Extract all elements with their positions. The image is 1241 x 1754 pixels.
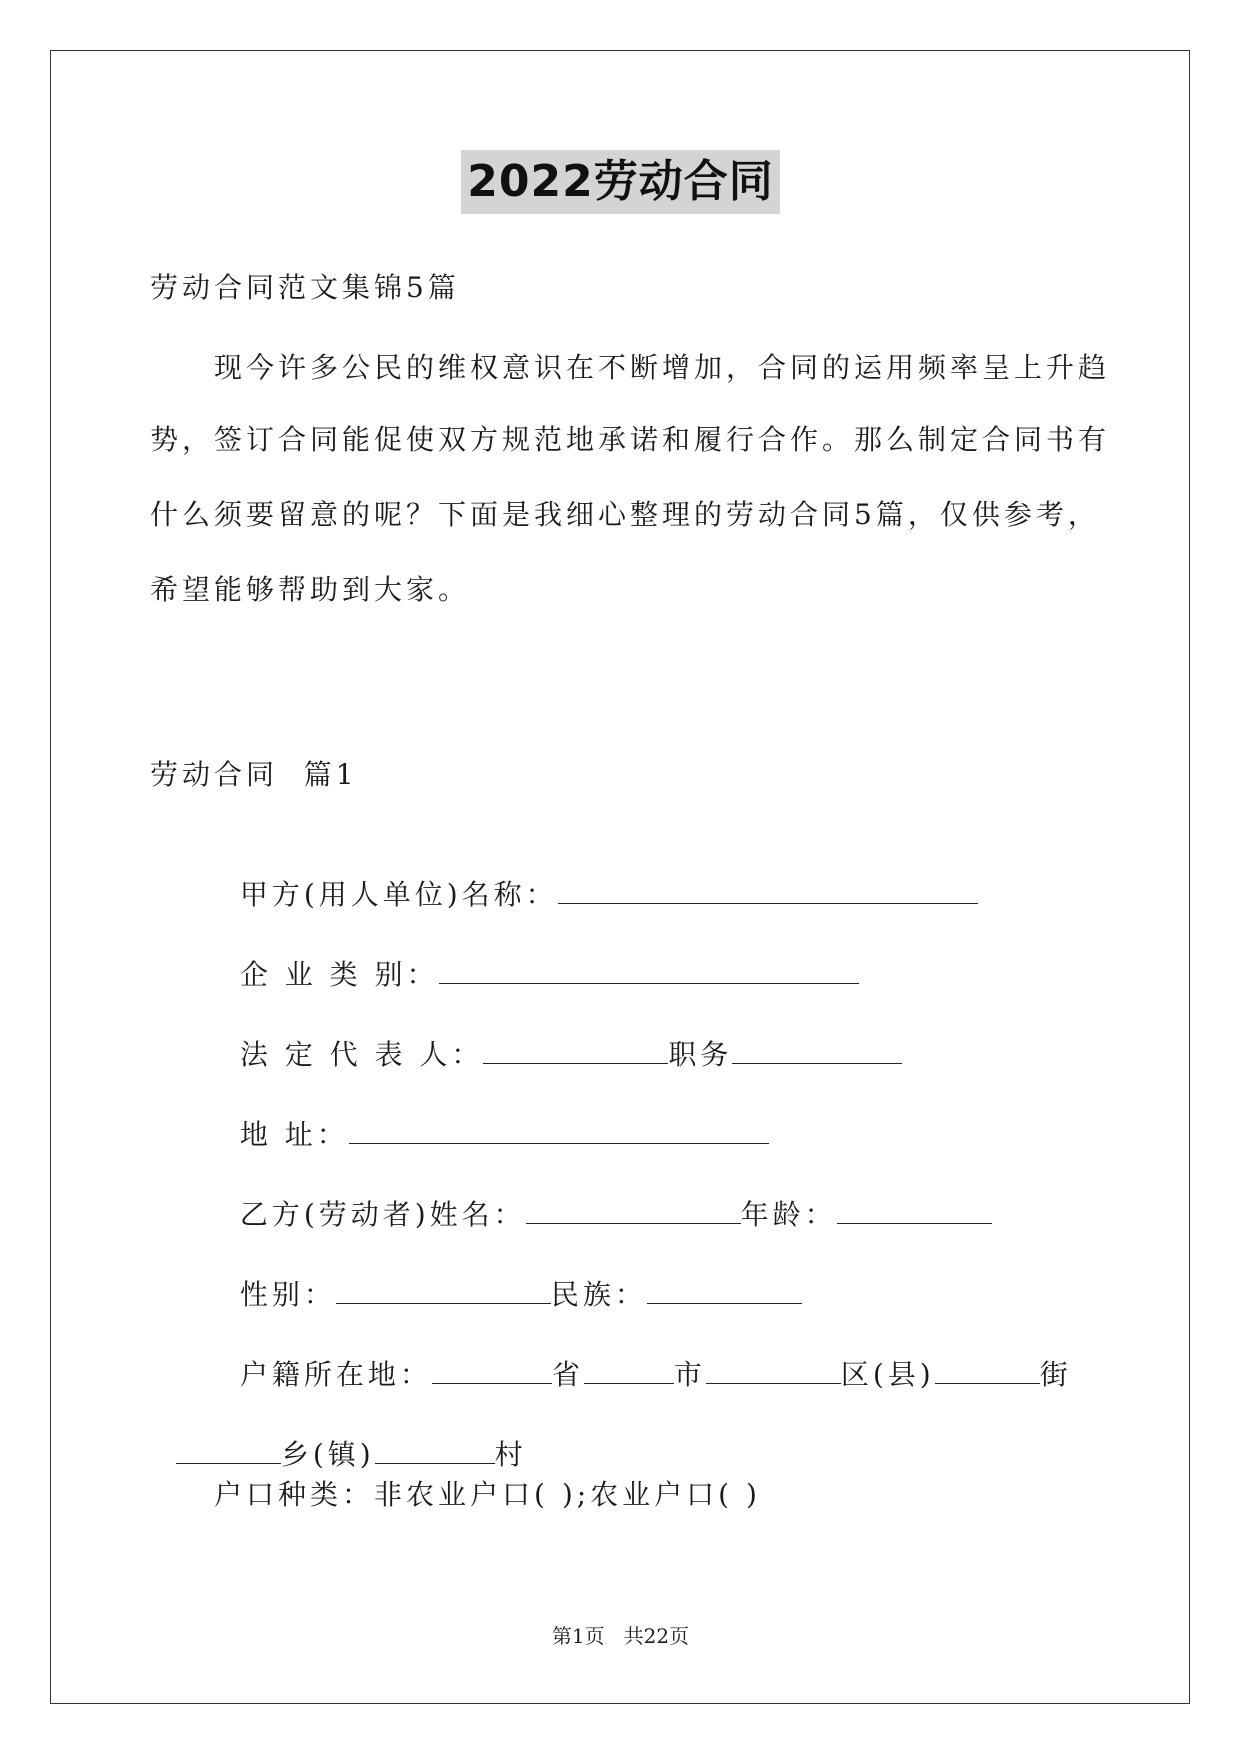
gender-row <box>214 1235 802 1315</box>
street-label: 街 <box>1039 1358 1072 1391</box>
section-heading: 劳动合同 篇1 <box>150 758 358 791</box>
city-label: 市 <box>673 1358 706 1391</box>
ethnicity-blank <box>647 1275 802 1304</box>
intro-line-2: 势，签订合同能促使双方规范地承诺和履行合作。那么制定合同书有 <box>150 423 1111 456</box>
household-row <box>214 1315 1072 1395</box>
hukou-type-row: 户口种类：非农业户口( );农业户口( ) <box>214 1478 761 1511</box>
address-blank <box>349 1115 769 1144</box>
city-blank <box>584 1355 674 1384</box>
province-label: 省 <box>551 1358 584 1391</box>
household-row-continued <box>150 1395 527 1475</box>
title-wrap <box>0 150 1241 214</box>
document-title: 2022劳动合同 <box>461 150 779 214</box>
intro-line-1: 现今许多公民的维权意识在不断增加，合同的运用频率呈上升趋 <box>214 351 1111 384</box>
employer-name-label: 甲方(用人单位)名称： <box>239 878 558 911</box>
position-label: 职务 <box>668 1038 733 1071</box>
household-label: 户籍所在地： <box>239 1358 432 1391</box>
address-label: 地 址： <box>239 1118 349 1151</box>
legal-rep-label: 法 定 代 表 人： <box>239 1038 484 1071</box>
intro-line-3: 什么须要留意的呢？下面是我细心整理的劳动合同5篇，仅供参考， <box>150 498 1100 531</box>
street-blank <box>935 1355 1040 1384</box>
legal-rep-row <box>214 995 902 1075</box>
legal-rep-blank <box>483 1035 668 1064</box>
gender-label: 性别： <box>239 1278 336 1311</box>
village-label: 村 <box>494 1438 527 1471</box>
enterprise-type-label: 企 业 类 别： <box>239 958 439 991</box>
employee-name-row <box>214 1155 992 1235</box>
address-row <box>214 1075 769 1155</box>
district-blank <box>706 1355 841 1384</box>
township-blank <box>176 1435 281 1464</box>
age-blank <box>837 1195 992 1224</box>
district-label: 区(县) <box>840 1358 935 1391</box>
gender-blank <box>336 1275 551 1304</box>
village-blank <box>375 1435 495 1464</box>
enterprise-type-row <box>214 915 859 995</box>
position-blank <box>732 1035 902 1064</box>
township-label: 乡(镇) <box>280 1438 375 1471</box>
enterprise-type-blank <box>439 955 859 984</box>
document-subtitle: 劳动合同范文集锦5篇 <box>150 271 460 304</box>
employer-name-row <box>214 835 978 915</box>
employee-name-blank <box>526 1195 741 1224</box>
employer-name-blank <box>558 875 978 904</box>
ethnicity-label: 民族： <box>550 1278 647 1311</box>
page-footer: 第1页 共22页 <box>551 1624 690 1648</box>
age-label: 年龄： <box>740 1198 837 1231</box>
province-blank <box>432 1355 552 1384</box>
employee-name-label: 乙方(劳动者)姓名： <box>239 1198 526 1231</box>
intro-line-4: 希望能够帮助到大家。 <box>150 573 471 606</box>
